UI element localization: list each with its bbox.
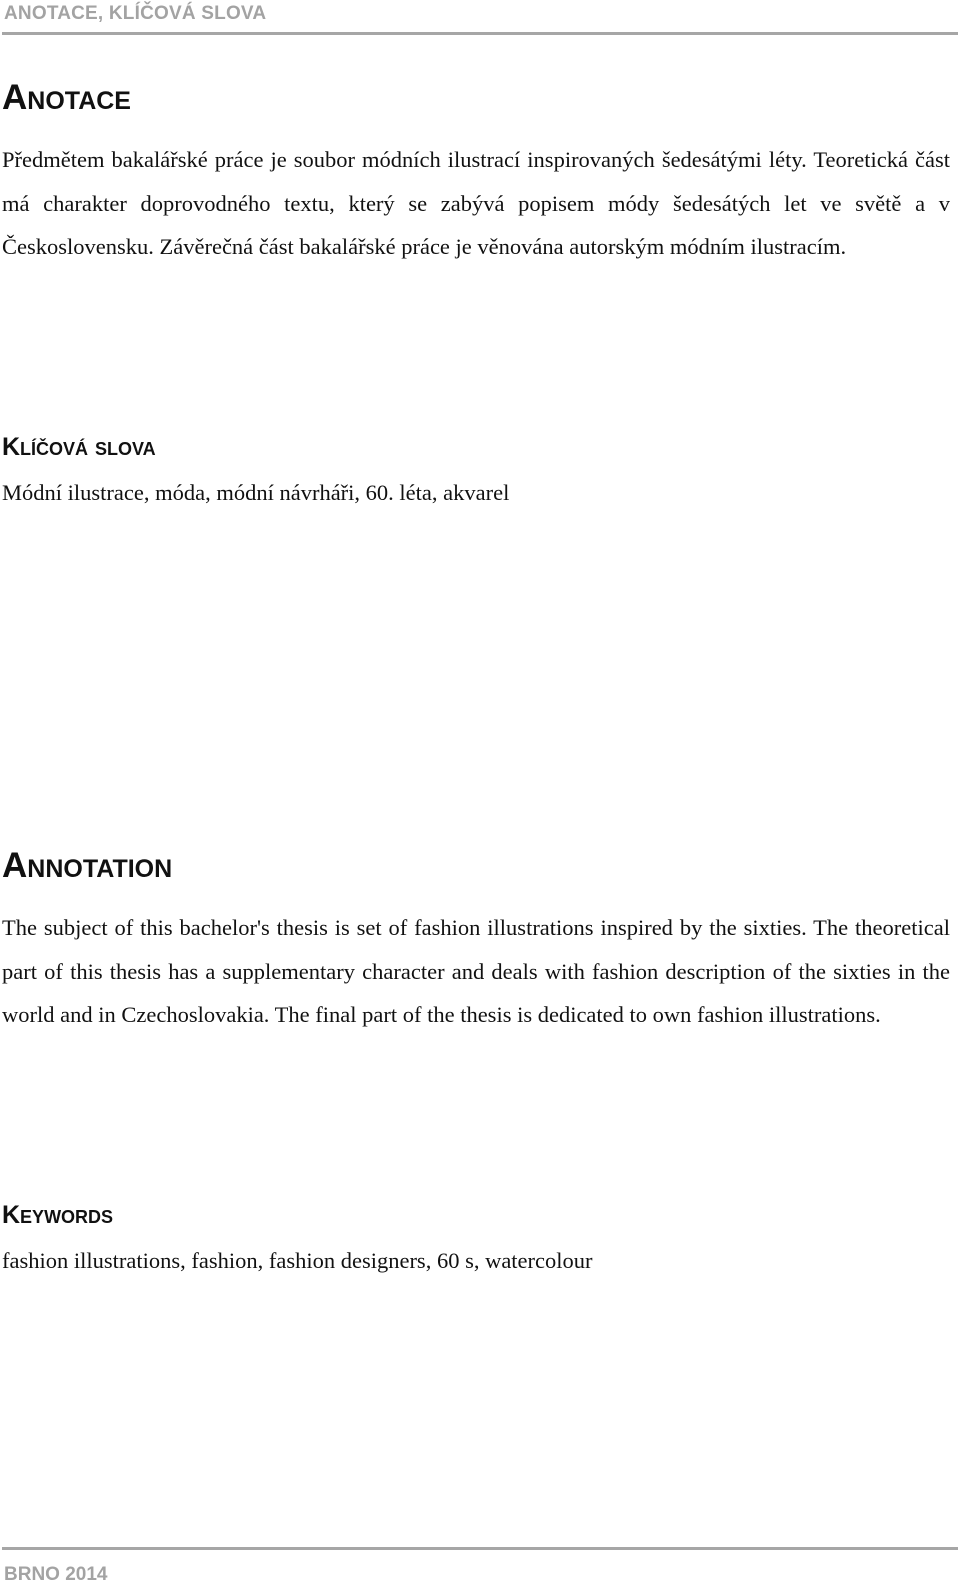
keywords-heading: Keywords [2, 1201, 114, 1229]
keywords-text: fashion illustrations, fashion, fashion designers, 60 s, watercolour [2, 1248, 593, 1273]
running-header: ANOTACE, KLÍČOVÁ SLOVA [4, 3, 267, 24]
footer-rule [2, 1547, 958, 1550]
klicova-slova-text: Módní ilustrace, móda, módní návrháři, 60. léta, akvarel [2, 480, 510, 505]
klicova-slova-heading: Klíčová slova [2, 433, 156, 461]
annotation-paragraph: The subject of this bachelor's thesis is set of fashion illustrations inspired by the sixties. The theoretical part of this thesis has a supplementary character and deals with fashion description of the sixties in the world and in Czechoslovakia. The final part of the thesis is dedicated to own fashion illustrations. [2, 915, 950, 1027]
anotace-paragraph: Předmětem bakalářské práce je soubor módních ilustrací inspirovaných šedesátými léty. Teoretická část má charakter doprovodného textu, který se zabývá popisem módy šedesátých let ve světě a v Československu. Závěrečná část bakalářské práce je věnována autorským módním ilustracím. [2, 147, 950, 259]
anotace-heading: Anotace [2, 78, 131, 117]
header-rule [2, 32, 958, 35]
annotation-heading: Annotation [2, 846, 173, 885]
running-footer: BRNO 2014 [4, 1564, 108, 1585]
